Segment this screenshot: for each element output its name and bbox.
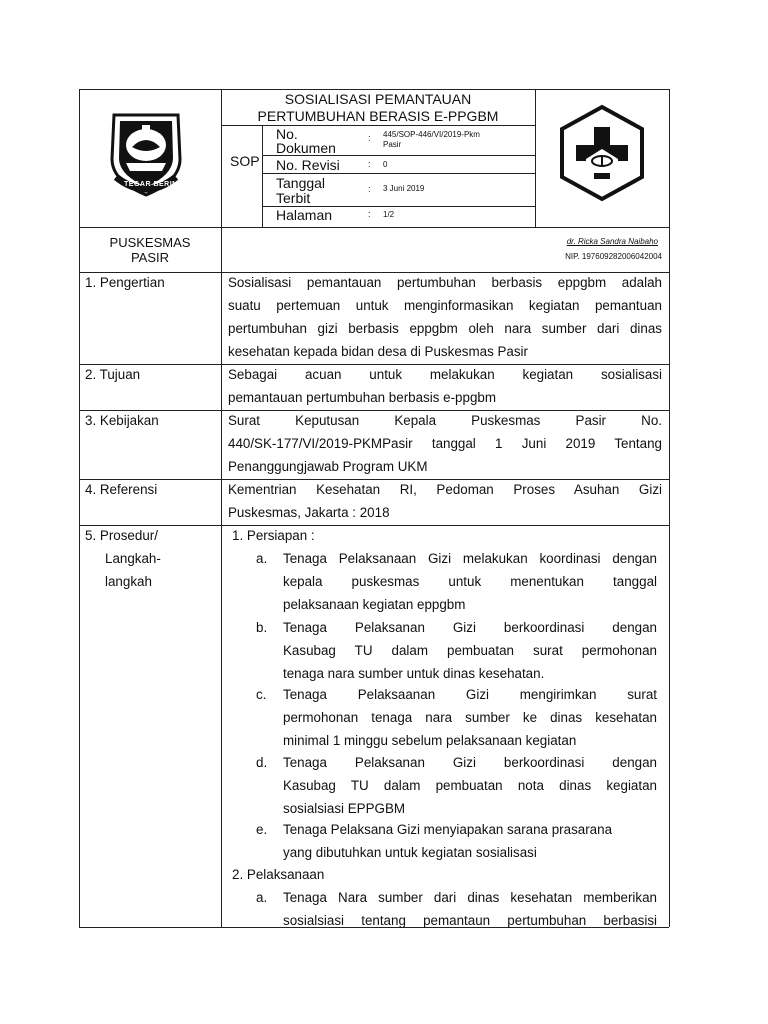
section-label-tujuan: 2. Tujuan (85, 367, 141, 382)
signer-nip: NIP. 197609282006042004 (565, 252, 662, 261)
sop-label: SOP (230, 153, 260, 169)
text-line: kepala puskesmas untuk menentukan tanggal (283, 574, 657, 589)
puskesmas-logo (556, 103, 648, 203)
procedure-item-a (283, 547, 657, 616)
section-body-pengertian (228, 271, 662, 363)
document-title-line2: PERTUMBUHAN BERASIS E-PPGBM (257, 108, 499, 124)
text-line: Kementrian Kesehatan RI, Pedoman Proses Asuhan Gizi (228, 482, 662, 497)
no-dokumen-label-2: Dokumen (276, 140, 336, 156)
no-dokumen-value-1: 445/SOP-446/VI/2019-Pkm (383, 130, 480, 139)
procedure-item-b (283, 616, 657, 685)
org-name-line1: PUSKESMAS (109, 235, 191, 250)
text-line: minimal 1 minggu sebelum pelaksanaan kegiatan (283, 733, 577, 748)
text-line: 440/SK-177/VI/2019-PKMPasir tanggal 1 Juni 2019 Tentang (228, 436, 662, 451)
text-line: Kasubag TU dalam pembuatan surat permohonan (283, 643, 657, 658)
text-line: Kasubag TU dalam pembuatan nota dinas kegiatan (283, 778, 657, 793)
item-marker: a. (256, 551, 268, 566)
item-marker: d. (256, 755, 268, 770)
section-label-referensi: 4. Referensi (85, 482, 158, 497)
text-line: Tenaga Pelaksanan Gizi berkoordinasi dengan (283, 620, 657, 635)
no-revisi-value: 0 (383, 160, 388, 169)
tanggal-terbit-colon: : (368, 184, 371, 194)
procedure-item-e (283, 818, 657, 864)
text-line: Penanggungjawab Program UKM (228, 459, 428, 474)
halaman-label: Halaman (276, 207, 333, 223)
text-line: pelaksanaan kegiatan eppgbm (283, 597, 466, 612)
document-title-line1: SOSIALISASI PEMANTAUAN (284, 91, 472, 107)
item-marker: e. (256, 822, 268, 837)
text-line: Tenaga Pelaksanaan Gizi melakukan koordinasi dengan (283, 551, 657, 566)
step-pelaksanaan: 2. Pelaksanaan (232, 867, 325, 882)
procedure-item-d (283, 751, 657, 820)
text-line: pertumbuhan gizi berbasis eppgbm oleh nara sumber dari dinas (228, 321, 662, 336)
text-line: Tenaga Pelaksanan Gizi berkoordinasi dengan (283, 755, 657, 770)
section-label-prosedur-3: langkah (105, 574, 152, 589)
no-revisi-label: No. Revisi (276, 157, 340, 173)
text-line: Tenaga Pelaksaanan Gizi mengirimkan surat (283, 687, 657, 702)
section-body-kebijakan (228, 409, 662, 478)
tanggal-terbit-label-1: Tanggal (276, 175, 326, 191)
text-line: yang dibutuhkan untuk kegiatan sosialisasi (283, 845, 537, 860)
text-line: Tenaga Nara sumber dari dinas kesehatan memberikan (283, 890, 657, 905)
section-label-kebijakan: 3. Kebijakan (85, 413, 159, 428)
text-line: Sebagai acuan untuk melakukan kegiatan sosialisasi (228, 367, 662, 382)
text-line: Tenaga Pelaksana Gizi menyiapakan sarana prasarana (283, 822, 613, 837)
no-revisi-colon: : (368, 159, 371, 169)
tanggal-terbit-value: 3 Juni 2019 (383, 184, 425, 193)
regency-emblem-logo (104, 103, 188, 199)
no-dokumen-label-1: No. (276, 126, 298, 142)
step-persiapan: 1. Persiapan : (232, 528, 315, 543)
item-marker: c. (256, 687, 267, 702)
emblem-motto: TEGAR BERIMAN (124, 181, 190, 188)
procedure-item-c (283, 683, 657, 752)
procedure-item-a2 (283, 886, 657, 932)
text-line: permohonan tenaga nara sumber ke dinas kesehatan (283, 710, 657, 725)
text-line: sosialsiasi EPPGBM (283, 801, 406, 816)
item-marker: b. (256, 620, 268, 635)
text-line: suatu pertemuan untuk menginformasikan kegiatan pemantuan (228, 298, 662, 313)
halaman-value: 1/2 (383, 210, 395, 219)
text-line: pemantauan pertumbuhan berbasis e-ppgbm (228, 390, 496, 405)
item-marker: a. (256, 890, 268, 905)
section-label-pengertian: 1. Pengertian (85, 275, 165, 290)
no-dokumen-colon: : (368, 133, 371, 143)
text-line: Surat Keputusan Kepala Puskesmas Pasir No. (228, 413, 662, 428)
no-dokumen-value-2: Pasir (383, 140, 402, 149)
text-line: Puskesmas, Jakarta : 2018 (228, 505, 390, 520)
section-label-prosedur: 5. Prosedur/ (85, 528, 158, 543)
section-body-referensi (228, 478, 662, 524)
section-body-tujuan (228, 363, 662, 409)
text-line: kesehatan kepada bidan desa di Puskesmas Pasir (228, 344, 528, 359)
signer-name: dr. Ricka Sandra Naibaho (566, 237, 658, 246)
text-line: Sosialisasi pemantauan pertumbuhan berbasis eppgbm adalah (228, 275, 662, 290)
text-line: tenaga nara sumber untuk dinas kesehatan. (283, 666, 545, 681)
org-name-line2: PASIR (130, 250, 170, 265)
text-line: sosialsiasi tentang pemantaun pertumbuhan berbasisi (283, 913, 657, 928)
halaman-colon: : (368, 209, 371, 219)
section-label-prosedur-2: Langkah- (105, 551, 161, 566)
tanggal-terbit-label-2: Terbit (276, 190, 311, 206)
